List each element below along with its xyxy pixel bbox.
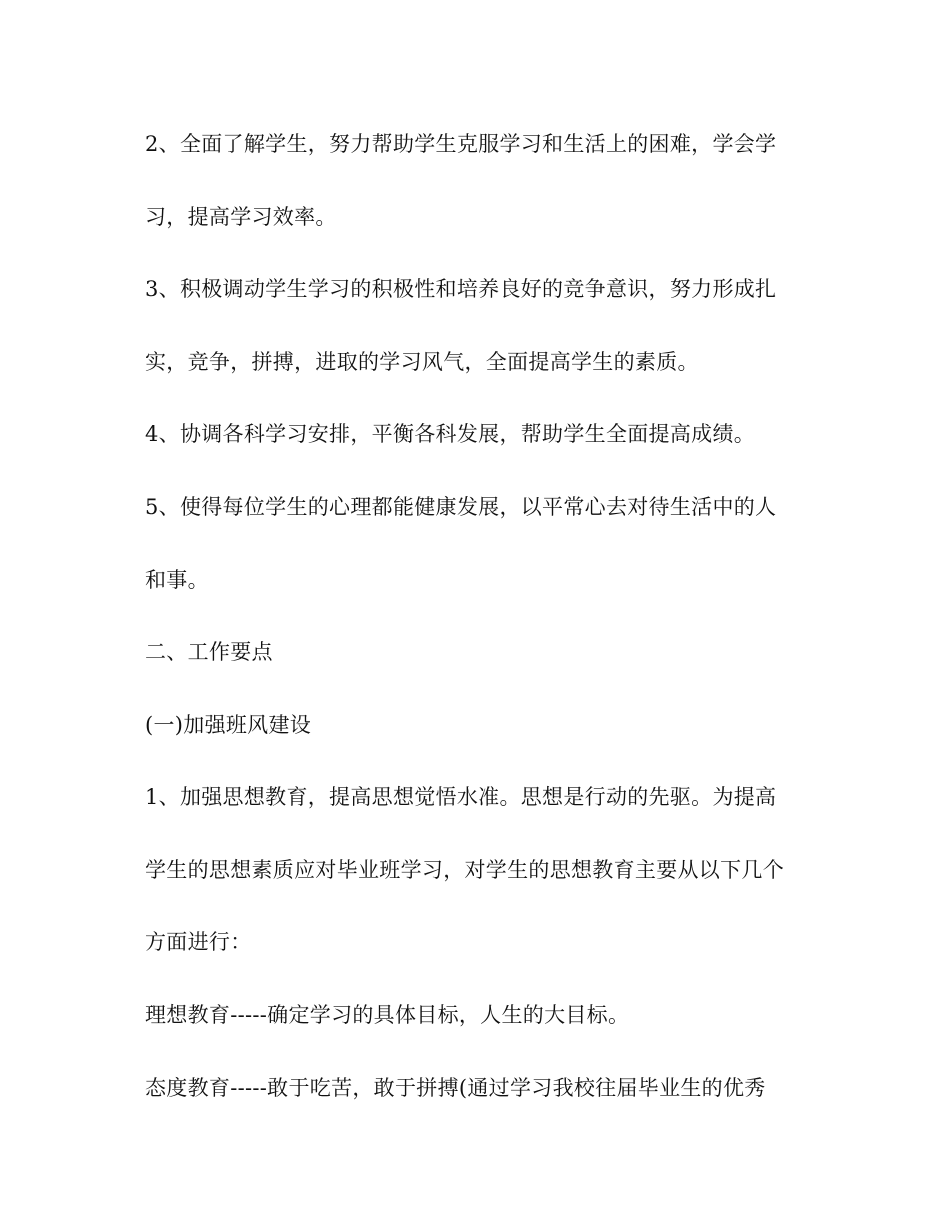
paragraph-line: 态度教育-----敢于吃苦，敢于拼搏(通过学习我校往届毕业生的优秀	[145, 1076, 766, 1100]
subsection-heading: (一)加强班风建设	[145, 713, 312, 737]
paragraph-line: 学生的思想素质应对毕业班学习，对学生的思想教育主要从以下几个	[145, 858, 784, 882]
paragraph-line: 方面进行：	[145, 930, 252, 954]
paragraph-line: 3、积极调动学生学习的积极性和培养良好的竞争意识，努力形成扎	[145, 277, 777, 301]
paragraph-line: 习，提高学习效率。	[145, 205, 337, 229]
paragraph-line: 实，竞争，拼搏，进取的学习风气，全面提高学生的素质。	[145, 350, 699, 374]
section-heading: 二、工作要点	[145, 640, 273, 664]
paragraph-line: 理想教育-----确定学习的具体目标，人生的大目标。	[145, 1003, 630, 1027]
paragraph-line: 1、加强思想教育，提高思想觉悟水准。思想是行动的先驱。为提高	[145, 785, 777, 809]
paragraph-line: 2、全面了解学生，努力帮助学生克服学习和生活上的困难，学会学	[145, 132, 777, 156]
paragraph-line: 和事。	[145, 568, 209, 592]
paragraph-line: 5、使得每位学生的心理都能健康发展，以平常心去对待生活中的人	[145, 495, 777, 519]
paragraph-line: 4、协调各科学习安排，平衡各科发展，帮助学生全面提高成绩。	[145, 422, 756, 446]
